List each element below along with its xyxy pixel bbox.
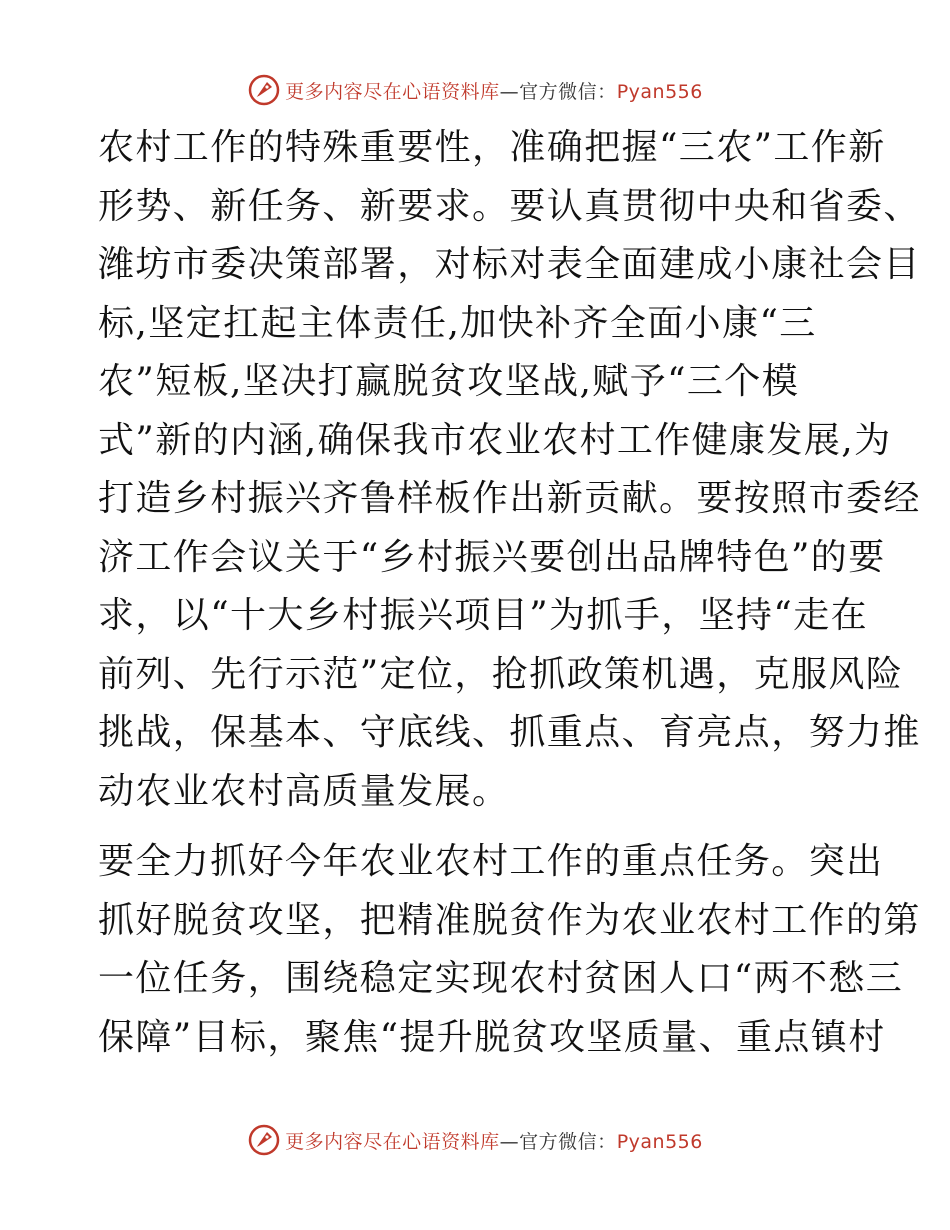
pen-nib-logo-icon: [247, 73, 281, 107]
wechat-id: Pyan556: [616, 80, 703, 103]
text-line: 要全力抓好今年农业农村工作的重点任务。突出: [98, 841, 884, 882]
text-line: 打造乡村振兴齐鲁样板作出新贡献。要按照市委经: [98, 478, 921, 519]
document-body: [98, 119, 921, 1067]
text-line: 式”新的内涵,确保我市农业农村工作健康发展,为: [98, 419, 892, 461]
text-line: 形势、新任务、新要求。要认真贯彻中央和省委、: [98, 185, 921, 227]
text-line: 前列、先行示范”定位，抢抓政策机遇，克服风险: [98, 653, 904, 695]
text-line: 一位任务，围绕稳定实现农村贫困人口“两不愁三: [98, 958, 904, 999]
footer-banner: [0, 1120, 950, 1160]
text-line: 标,坚定扛起主体责任,加快补齐全面小康“三: [98, 302, 817, 344]
wechat-id: Pyan556: [616, 1130, 703, 1153]
text-line: 农”短板,坚决打赢脱贫攻坚战,赋予“三个模: [98, 361, 800, 402]
text-line: 抓好脱贫攻坚，把精准脱贫作为农业农村工作的第: [98, 899, 921, 941]
banner-text: 更多内容尽在心语资料库—官方微信：Pyan556: [285, 80, 703, 103]
text-line: 农村工作的特殊重要性，准确把握“三农”工作新: [98, 127, 886, 168]
text-line: 动农业农村高质量发展。: [98, 770, 510, 812]
text-line: 求，以“十大乡村振兴项目”为抓手，坚持“走在: [98, 595, 869, 636]
text-line: 潍坊市委决策部署，对标对表全面建成小康社会目: [98, 244, 921, 285]
text-line: 挑战，保基本、守底线、抓重点、育亮点，努力推: [98, 712, 921, 753]
pen-nib-logo-icon: [247, 1123, 281, 1157]
text-line: 保障”目标，聚焦“提升脱贫攻坚质量、重点镇村: [98, 1016, 886, 1058]
header-banner: [0, 70, 950, 110]
text-line: 济工作会议关于“乡村振兴要创出品牌特色”的要: [98, 536, 886, 578]
banner-text: 更多内容尽在心语资料库—官方微信：Pyan556: [285, 1130, 703, 1153]
